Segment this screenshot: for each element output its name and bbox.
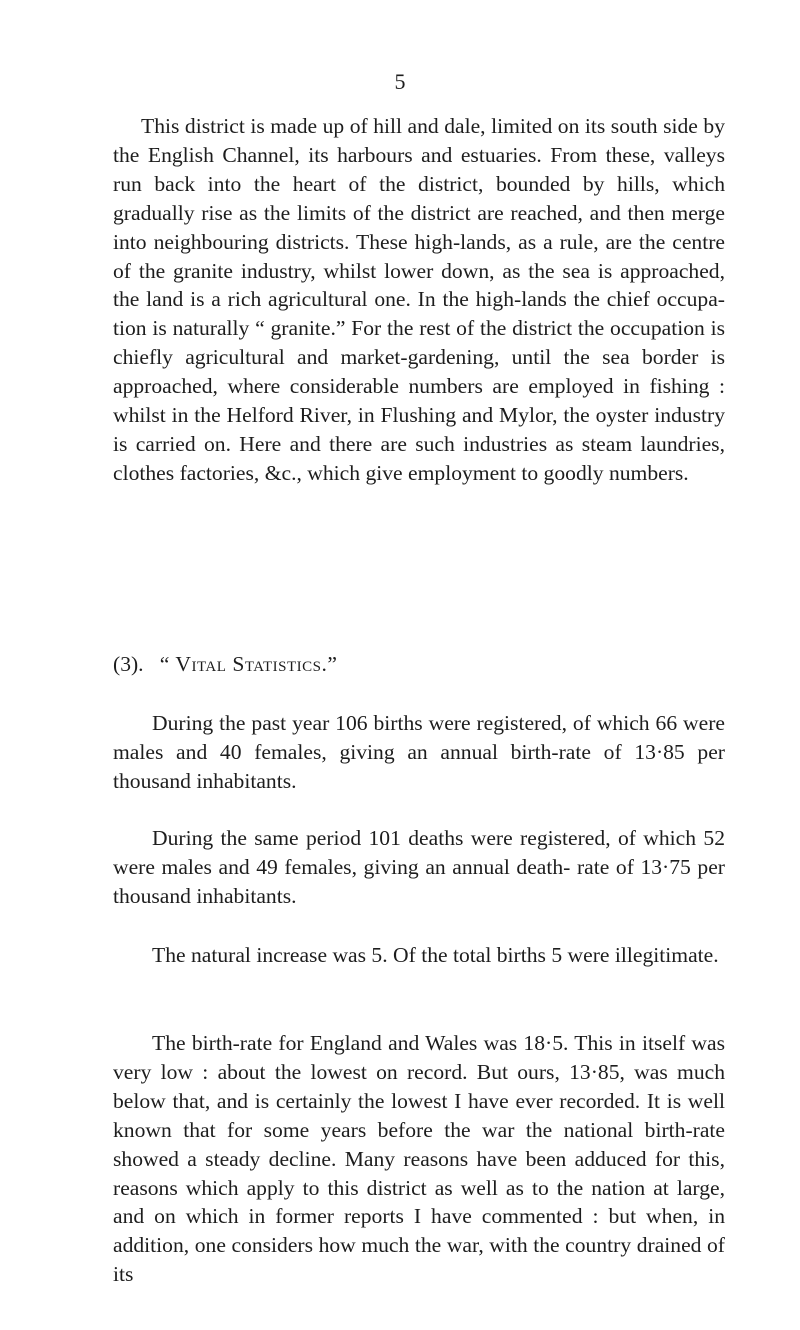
section-heading-vital-statistics [113, 650, 337, 679]
paragraph-district-description: This district is made up of hill and dale, limited on its south side by the English Channel, its harbours and estuaries. From these, valleys run back into the heart of the district, bounded by hills, which gradually rise as the limits of the district are reached, and then merge into neighbouring districts. These high-lands, as a rule, are the centre of the granite industry, whilst lower down, as the sea is approached, the land is a rich agricultural one. In the high-lands the chief occupa- tion is naturally “ granite.” For the rest of the district the occupation is chiefly agricultural and market-gardening, until the sea border is approached, where considerable numbers are employed in fishing : whilst in the Helford River, in Flushing and Mylor, the oyster industry is carried on. Here and there are such industries as steam laundries, clothes factories, &c., which give employment to goodly numbers. [113, 114, 725, 485]
paragraph-birth-rate-comparison: The birth-rate for England and Wales was 18·5. This in itself was very low : about the lowest on record. But ours, 13·85, was much below that, and is certainly the lowest I have ever recorded. It is well known that for some years before the war the national birth-rate showed a steady decline. Many reasons have been adduced for this, reasons which apply to this district as well as to the nation at large, and on which in former reports I have commented : but when, in addition, one considers how much the war, with the country drained of its [113, 1031, 725, 1287]
paragraph-deaths: During the same period 101 deaths were registered, of which 52 were males and 49 females, giving an annual death- rate of 13·75 per thousand inhabitants. [113, 826, 725, 908]
page-number: 5 [394, 69, 406, 94]
paragraph-natural-increase: The natural increase was 5. Of the total births 5 were illegitimate. [152, 943, 719, 967]
paragraph-births: During the past year 106 births were registered, of which 66 were males and 40 females, giving an annual birth-rate of 13·85 per thousand inhabitants. [113, 711, 725, 793]
section-number: (3). [113, 652, 144, 676]
section-title: “ Vital Statistics.” [159, 652, 338, 676]
